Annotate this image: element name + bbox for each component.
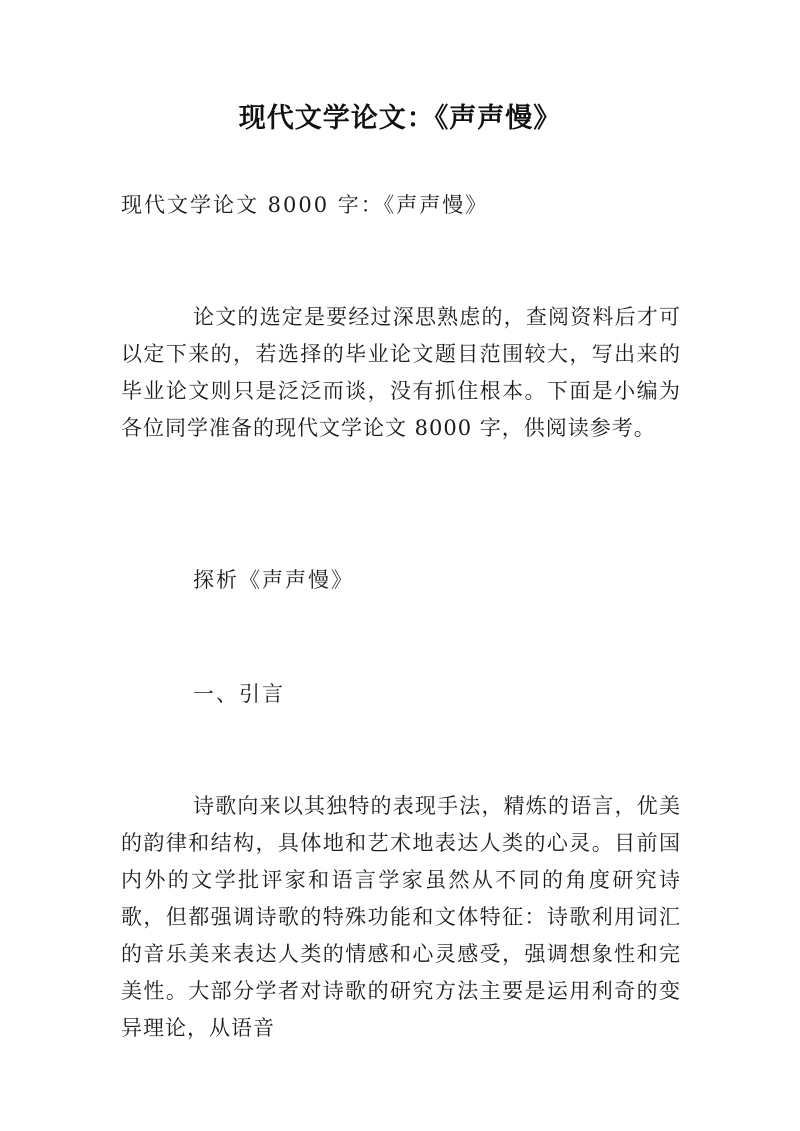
essay-heading: 探析《声声慢》	[193, 568, 354, 592]
document-subtitle: 现代文学论文 8000 字：《声声慢》	[121, 193, 489, 217]
document-title: 现代文学论文：《声声慢》	[238, 103, 562, 134]
body-paragraph: 诗歌向来以其独特的表现手法，精炼的语言，优美的韵律和结构，具体地和艺术地表达人类的心灵。目前国内外的文学批评家和语言学家虽然从不同的角度研究诗歌，但都强调诗歌的特殊功能和文体特征：诗歌利用词汇的音乐美来表达人类的情感和心灵感受，强调想象性和完美性。大部分学者对诗歌的研究方法主要是运用利奇的变异理论，从语音	[121, 794, 681, 1040]
intro-paragraph: 论文的选定是要经过深思熟虑的，查阅资料后才可以定下来的，若选择的毕业论文题目范围较大，写出来的毕业论文则只是泛泛而谈，没有抓住根本。下面是小编为各位同学准备的现代文学论文 8000 字，供阅读参考。	[121, 305, 681, 440]
section-heading: 一、引言	[193, 682, 285, 706]
